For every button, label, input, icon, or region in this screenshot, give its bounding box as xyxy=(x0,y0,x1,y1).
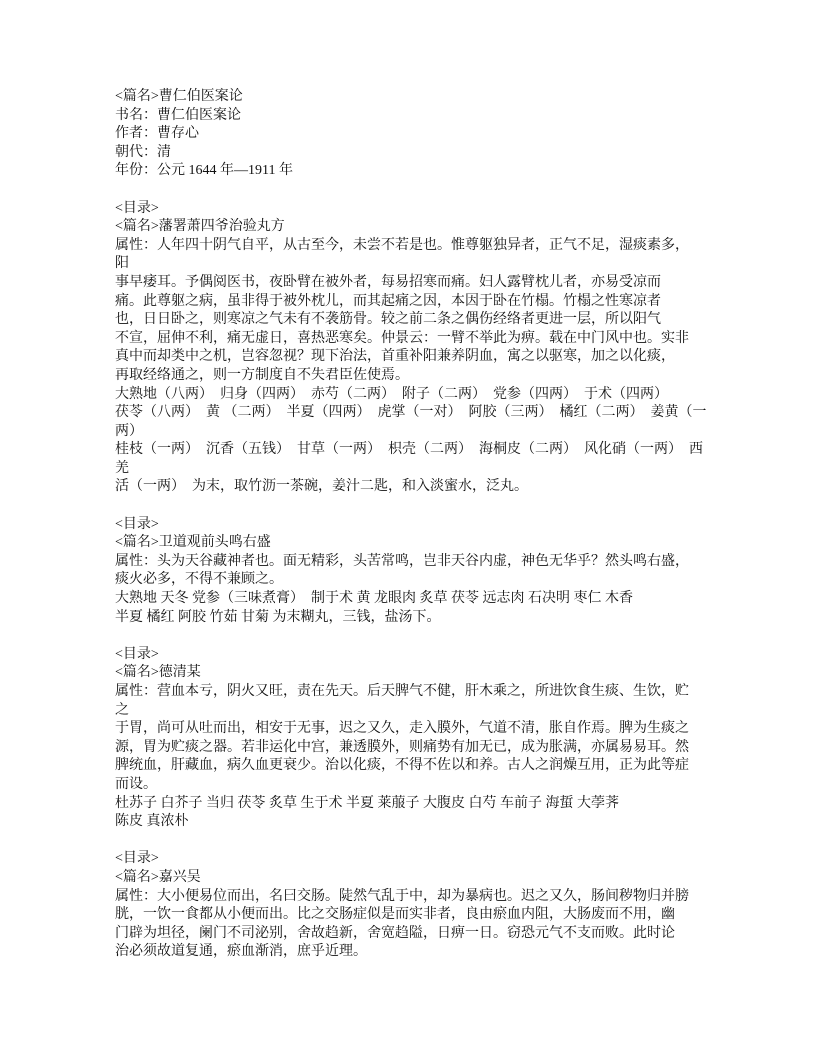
text-line: 大熟地 天冬 党参（三味煮膏） 制于术 黄 龙眼肉 炙草 茯苓 远志肉 石决明 枣仁 木香 xyxy=(115,591,633,607)
text-line: 年份：公元 1644 年—1911 年 xyxy=(115,163,293,179)
text-line: 陈皮 真浓朴 xyxy=(115,814,189,830)
document-text xyxy=(115,88,715,962)
text-line: 书名：曹仁伯医案论 xyxy=(115,107,241,123)
text-line: 胱，一饮一食都从小便而出。比之交肠症似是而实非者，良由瘀血内阻，大肠废而不用，幽 xyxy=(115,907,675,923)
text-line: 痰火必多，不得不兼顾之。 xyxy=(115,572,283,588)
text-line: 朝代：清 xyxy=(115,144,171,160)
text-line xyxy=(115,627,715,646)
text-line: 两） xyxy=(115,423,143,439)
text-line: <篇名>嘉兴吴 xyxy=(115,869,201,885)
text-line: 门辟为坦径，阑门不司泌别，舍故趋新，舍宽趋隘，日痹一日。窃恐元气不支而败。此时论 xyxy=(115,925,675,941)
text-line xyxy=(115,497,715,516)
text-line: <目录> xyxy=(115,200,159,216)
text-line: 属性：人年四十阴气自平，从古至今，未尝不若是也。惟尊躯独异者，正气不足，湿痰素多， xyxy=(115,237,689,253)
text-line: 杜苏子 白芥子 当归 茯苓 炙草 生于术 半夏 莱菔子 大腹皮 白芍 车前子 海蜇 大荸荠 xyxy=(115,795,619,811)
text-line: <篇名>藩署萧四爷治验丸方 xyxy=(115,219,285,235)
text-line: 也，日日卧之，则寒凉之气未有不袭筋骨。较之前二条之偶伤经络者更进一层，所以阳气 xyxy=(115,312,661,328)
text-line: <目录> xyxy=(115,851,159,867)
text-line: <篇名>德清某 xyxy=(115,665,201,681)
text-line: 茯苓（八两） 黄 （二两） 半夏（四两） 虎掌（一对） 阿胶（三两） 橘红（二两） 姜黄（一 xyxy=(115,405,707,421)
text-line: 痛。此尊躯之病，虽非得于被外枕儿，而其起痛之因，本因于卧在竹榻。竹榻之性寒凉者 xyxy=(115,293,661,309)
text-line: 治必须故道复通，瘀血渐消，庶乎近理。 xyxy=(115,944,367,960)
text-line: 而设。 xyxy=(115,776,157,792)
text-line xyxy=(115,181,715,200)
text-line: 大熟地（八两） 归身（四两） 赤芍（二两） 附子（二两） 党参（四两） 于术（四两） xyxy=(115,386,668,402)
text-line: 脾统血，肝藏血，病久血更衰少。治以化痰，不得不佐以和养。古人之润燥互用，正为此等症 xyxy=(115,758,689,774)
text-line: 作者：曹存心 xyxy=(115,126,199,142)
text-line: 再取经络通之，则一方制度自不失君臣佐使焉。 xyxy=(115,367,409,383)
text-line xyxy=(115,832,715,851)
text-line: <目录> xyxy=(115,516,159,532)
text-line: 事早痿耳。予偶阅医书，夜卧臂在被外者，每易招寒而痛。妇人露臂枕儿者，亦易受凉而 xyxy=(115,274,661,290)
text-line: 不宣，屈伸不利，痛无虚日，喜热恶寒矣。仲景云：一臂不举此为痹。载在中门风中也。实非 xyxy=(115,330,689,346)
text-line: 之 xyxy=(115,702,129,718)
text-line: 半夏 橘红 阿胶 竹茹 甘菊 为末糊丸，三钱，盐汤下。 xyxy=(115,609,441,625)
text-line: <篇名>卫道观前头鸣右盛 xyxy=(115,535,271,551)
text-line: 活（一两） 为末，取竹沥一茶碗，姜汁二匙，和入淡蜜水，泛丸。 xyxy=(115,479,528,495)
text-line: 属性：大小便易位而出，名曰交肠。陡然气乱于中，却为暴病也。迟之又久，肠间秽物归并膀 xyxy=(115,888,689,904)
text-line: 于胃，尚可从吐而出，相安于无事，迟之又久，走入膜外，气道不清，胀自作焉。脾为生痰之 xyxy=(115,721,689,737)
text-line: <目录> xyxy=(115,646,159,662)
text-line: 属性：营血本亏，阴火又旺，责在先天。后天脾气不健，肝木乘之，所进饮食生痰、生饮，贮 xyxy=(115,684,689,699)
text-line: 桂枝（一两） 沉香（五钱） 甘草（一两） 枳壳（二两） 海桐皮（二两） 风化硝（一两） 西 xyxy=(115,442,703,458)
text-line: 属性：头为天谷藏神者也。面无精彩，头苦常鸣，岂非天谷内虚，神色无华乎？然头鸣右盛， xyxy=(115,553,689,569)
text-line: 阳 xyxy=(115,256,129,272)
text-line: 羌 xyxy=(115,460,129,476)
text-line: 真中而却类中之机，岂容忽视？现下治法，首重补阳兼养阴血，寓之以驱寒，加之以化痰， xyxy=(115,349,675,365)
text-line: <篇名>曹仁伯医案论 xyxy=(115,89,243,104)
text-line: 源，胃为贮痰之器。若非运化中宫，兼透膜外，则痛势有加无已，成为胀满，亦属易易耳。然 xyxy=(115,739,689,755)
